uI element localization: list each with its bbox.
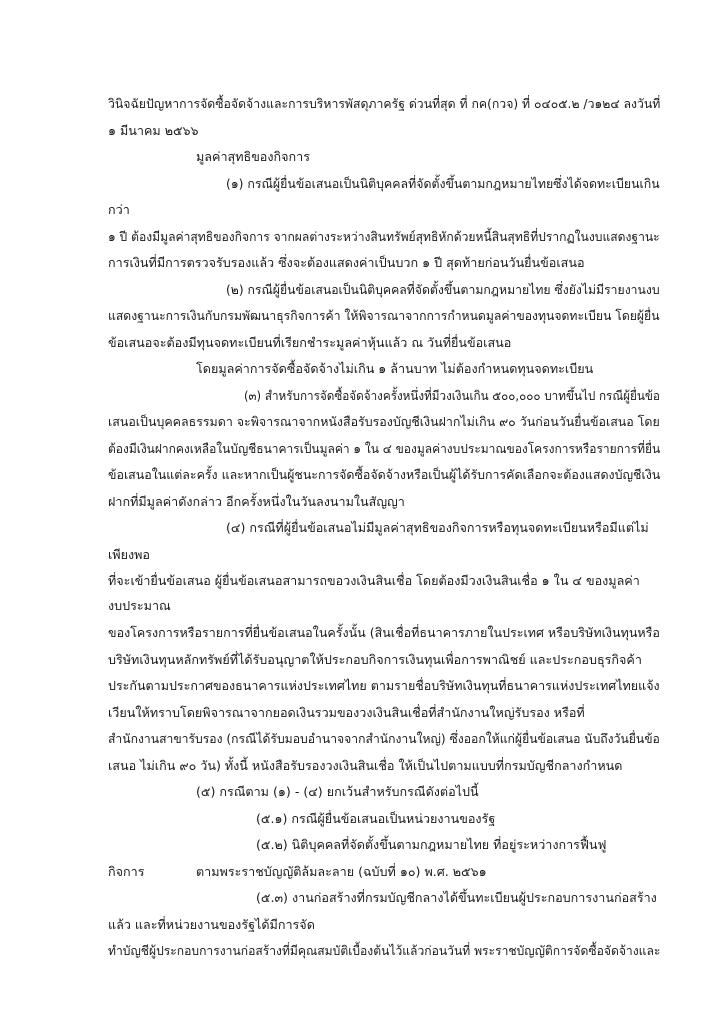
clause-4-line: เวียนให้ทราบโดยพิจารณาจากยอดเงินรวมของวงเงินสินเชื่อที่สำนักงานใหญ่รับรอง หรือที่ [108, 705, 585, 720]
clause-5-3-line: ทำบัญชีผู้ประกอบการงานก่อสร้างที่มีคุณสมบัติเบื้องต้นไว้แล้วก่อนวันที่ พระราชบัญญัติการจัดซื้อจัดจ้างและ [108, 943, 661, 958]
clause-3-line: เสนอเป็นบุคคลธรรมดา จะพิจารณาจากหนังสือรับรองบัญชีเงินฝากไม่เกิน ๙๐ วันก่อนวันยื่นข้อเสนอ โดย [108, 414, 660, 429]
clause-3-line: ข้อเสนอในแต่ละครั้ง และหากเป็นผู้ชนะการจัดซื้อจัดจ้างหรือเป็นผู้ได้รับการคัดเลือกจะต้องแสดงบัญชีเงิน [108, 467, 661, 482]
clause-5-2-line: (๕.๒) นิติบุคคลที่จัดตั้งขึ้นตามกฎหมายไทย ที่อยู่ระหว่างการฟื้นฟู [256, 837, 607, 852]
clause-5-3-line: แล้ว และที่หน่วยงานของรัฐได้มีการจัด [108, 917, 315, 932]
clause-5-3-line: (๕.๓) งานก่อสร้างที่กรมบัญชีกลางได้ขึ้นทะเบียนผู้ประกอบการงานก่อสร้าง [256, 890, 657, 905]
clause-3-line: ต้องมีเงินฝากคงเหลือในบัญชีธนาคารเป็นมูลค่า ๑ ใน ๔ ของมูลค่างบประมาณของโครงการหรือรายการที่ยื่น [108, 441, 661, 456]
clause-3-line: ฝากที่มีมูลค่าดังกล่าว อีกครั้งหนึ่งในวันลงนามในสัญญา [108, 494, 405, 509]
clause-1-line: การเงินที่มีการตรวจรับรองแล้ว ซึ่งจะต้องแสดงค่าเป็นบวก ๑ ปี สุดท้ายก่อนวันยื่นข้อเสนอ [108, 255, 585, 270]
clause-4-line: ที่จะเข้ายื่นข้อเสนอ ผู้ยื่นข้อเสนอสามารถขอวงเงินสินเชื่อ โดยต้องมีวงเงินสินเชื่อ ๑ ใน ๔ ของมูลค่า [108, 573, 640, 588]
clause-4-line: ของโครงการหรือรายการที่ยื่นข้อเสนอในครั้งนั้น (สินเชื่อที่ธนาคารภายในประเทศ หรือบริษัทเงินทุนหรือ [108, 625, 660, 640]
section-heading-net-worth: มูลค่าสุทธิของกิจการ [196, 149, 310, 164]
clause-4-line: งบประมาณ [108, 598, 171, 613]
clause-5-line: (๕) กรณีตาม (๑) - (๔) ยกเว้นสำหรับกรณีดังต่อไปนี้ [196, 784, 479, 799]
clause-4-line: เสนอ ไม่เกิน ๙๐ วัน) ทั้งนี้ หนังสือรับรองวงเงินสินเชื่อ ให้เป็นไปตามแบบที่กรมบัญชีกลางกำหนด [108, 758, 623, 773]
clause-2-line: โดยมูลค่าการจัดซื้อจัดจ้างไม่เกิน ๑ ล้านบาท ไม่ต้องกำหนดทุนจดทะเบียน [196, 361, 594, 376]
clause-4-line: ประกันตามประกาศของธนาคารแห่งประเทศไทย ตามรายชื่อบริษัทเงินทุนที่ธนาคารแห่งประเทศไทยแจ้ง [108, 678, 660, 693]
clause-4-line: สำนักงานสาขารับรอง (กรณีได้รับมอบอำนาจจากสำนักงานใหญ่) ซึ่งออกให้แก่ผู้ยื่นข้อเสนอ นับถึงวันยื่นข้อ [108, 731, 660, 746]
clause-1-line: กว่า [108, 202, 130, 217]
clause-4-line: (๔) กรณีที่ผู้ยื่นข้อเสนอไม่มีมูลค่าสุทธิของกิจการหรือทุนจดทะเบียนหรือมีแต่ไม่ [226, 520, 649, 535]
ruling-reference-line: วินิจฉัยปัญหาการจัดซื้อจัดจ้างและการบริหารพัสดุภาครัฐ ด่วนที่สุด ที่ กค(กวจ) ที่ ๐๔๐๕.๒ /ว๑๒๔ ลงวันที่ [108, 96, 661, 111]
clause-4-line: บริษัทเงินทุนหลักทรัพย์ที่ได้รับอนุญาตให้ประกอบกิจการเงินทุนเพื่อการพาณิชย์ และประกอบธุรกิจค้า [108, 652, 642, 667]
clause-2-line: แสดงฐานะการเงินกับกรมพัฒนาธุรกิจการค้า ให้พิจารณาจากการกำหนดมูลค่าของทุนจดทะเบียน โดยผู้ยื่น [108, 308, 660, 323]
clause-3-line: (๓) สำหรับการจัดซื้อจัดจ้างครั้งหนึ่งที่มีวงเงินเกิน ๕๐๐,๐๐๐ บาทขึ้นไป กรณีผู้ยื่นข้อ [244, 388, 660, 403]
clause-5-2-line: กิจการ [108, 864, 145, 879]
clause-2-line: (๒) กรณีผู้ยื่นข้อเสนอเป็นนิติบุคคลที่จัดตั้งขึ้นตามกฎหมายไทย ซึ่งยังไม่มีรายงานงบ [226, 282, 660, 297]
clause-4-line: เพียงพอ [108, 547, 150, 562]
clause-5-1-line: (๕.๑) กรณีผู้ยื่นข้อเสนอเป็นหน่วยงานของรัฐ [256, 811, 496, 826]
clause-1-line: ๑ ปี ต้องมีมูลค่าสุทธิของกิจการ จากผลต่างระหว่างสินทรัพย์สุทธิหักด้วยหนี้สินสุทธิที่ปรากฏในงบแสดงฐานะ [108, 229, 660, 244]
clause-1-line: (๑) กรณีผู้ยื่นข้อเสนอเป็นนิติบุคคลที่จัดตั้งขึ้นตามกฎหมายไทยซึ่งได้จดทะเบียนเกิน [226, 176, 660, 191]
ruling-date-line: ๑ มีนาคม ๒๕๖๖ [108, 123, 199, 138]
clause-5-2-line: ตามพระราชบัญญัติล้มละลาย (ฉบับที่ ๑๐) พ.ศ. ๒๕๖๑ [196, 864, 487, 879]
clause-2-line: ข้อเสนอจะต้องมีทุนจดทะเบียนที่เรียกชำระมูลค่าหุ้นแล้ว ณ วันที่ยื่นข้อเสนอ [108, 335, 512, 350]
